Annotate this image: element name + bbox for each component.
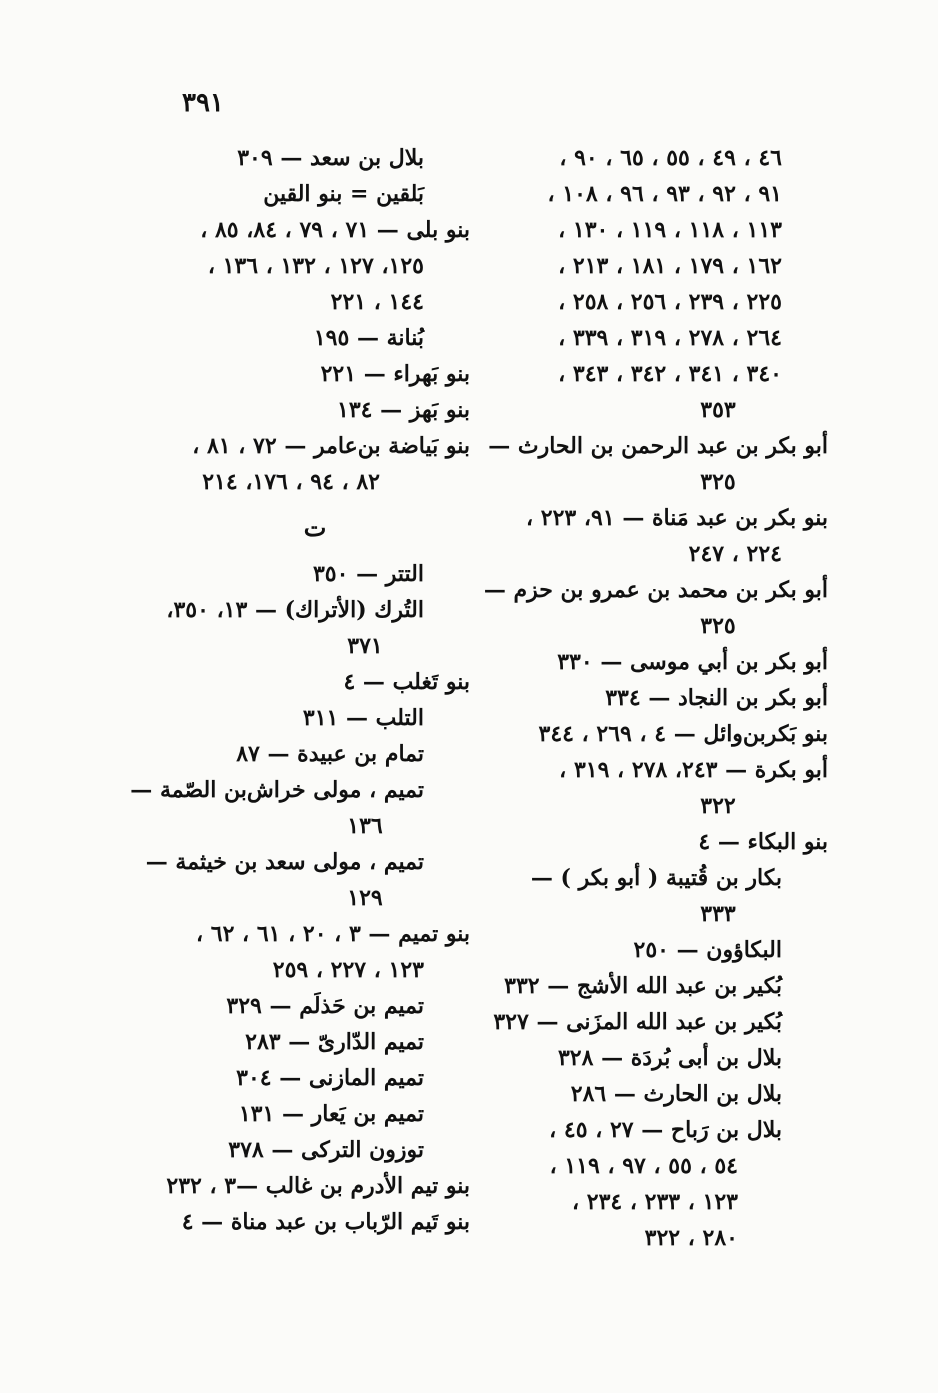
index-entry: تميم المازنى — ٣٠٤ [236, 1065, 424, 1091]
index-entry: بنو بَياضة بن‌عامر — ٧٢ ، ٨١ ، [192, 433, 470, 459]
index-line: ٣٢٥ [700, 613, 736, 639]
index-entry: بنو بلى — ٧١ ، ٧٩ ، ٨٤، ٨٥ ، [200, 217, 470, 243]
index-entry: البكاؤون — ٢٥٠ [633, 937, 782, 963]
index-line: ١٤٤ ، ٢٢١ [330, 289, 424, 315]
index-entry: التتر — ٣٥٠ [312, 561, 424, 587]
index-line: ٣٢٥ [700, 469, 736, 495]
index-entry: تميم بن يَعار — ١٣١ [238, 1101, 424, 1127]
index-line: ٩١ ، ٩٢ ، ٩٣ ، ٩٦ ، ١٠٨ ، [547, 181, 782, 207]
index-line: ٢٢٥ ، ٢٣٩ ، ٢٥٦ ، ٢٥٨ ، [558, 289, 782, 315]
index-line: ٣٢٢ [700, 793, 736, 819]
index-line: ٣٥٣ [700, 397, 736, 423]
page-number: ٣٩١ [182, 88, 224, 118]
index-line: ١٢٩ [347, 885, 383, 911]
index-line: ٣٤٠ ، ٣٤١ ، ٣٤٢ ، ٣٤٣ ، [558, 361, 782, 387]
index-entry: بنو تَيم الرّباب بن عبد مناة — ٤ [181, 1209, 470, 1235]
index-entry: تميم بن حَذلَم — ٣٢٩ [226, 993, 424, 1019]
index-line: ١٢٥، ١٢٧ ، ١٣٢ ، ١٣٦ ، [207, 253, 424, 279]
index-entry: بلال بن رَباح — ٢٧ ، ٤٥ ، [549, 1117, 782, 1143]
index-entry: تميم ، مولى خراش‌بن الصّمة — [130, 777, 424, 803]
index-entry: أبو بكر بن أبي موسى — ٣٣٠ [557, 649, 828, 675]
index-line: ٢٢٤ ، ٢٤٧ [688, 541, 782, 567]
index-entry: بنو تميم — ٣ ، ٢٠ ، ٦١ ، ٦٢ ، [195, 921, 470, 947]
index-entry: أبو بكر بن النجاد — ٣٣٤ [605, 685, 828, 711]
index-entry: بنو تَغلب — ٤ [343, 669, 470, 695]
index-entry: بلال بن سعد — ٣٠٩ [237, 145, 424, 171]
index-line: ١٢٣ ، ٢٢٧ ، ٢٥٩ [272, 957, 424, 983]
index-entry: بنو بَهراء — ٢٢١ [320, 361, 470, 387]
index-entry: بنو بَهز — ١٣٤ [337, 397, 470, 423]
index-entry: تميم ، مولى سعد بن خيثمة — [145, 849, 424, 875]
index-line: ١١٣ ، ١١٨ ، ١١٩ ، ١٣٠ ، [558, 217, 782, 243]
index-entry: تمام بن عبيدة — ٨٧ [236, 741, 424, 767]
index-entry: بُكير بن عبد الله الأشج — ٣٣٢ [504, 973, 782, 999]
index-entry: بُنانة — ١٩٥ [313, 325, 424, 351]
index-column-left [130, 140, 470, 1240]
index-entry: بنو البكاء — ٤ [698, 829, 828, 855]
index-entry: بلال بن أبى بُردَة — ٣٢٨ [557, 1045, 782, 1071]
index-line: ١٦٢ ، ١٧٩ ، ١٨١ ، ٢١٣ ، [558, 253, 782, 279]
index-entry: بنو بَكربن‌وائل — ٤ ، ٢٦٩ ، ٣٤٤ [538, 721, 828, 747]
index-entry: توزون التركى — ٣٧٨ [228, 1137, 424, 1163]
section-letter-heading: ت [303, 513, 327, 542]
index-line: ٥٤ ، ٥٥ ، ٩٧ ، ١١٩ ، [549, 1153, 738, 1179]
index-line: ٣٧١ [347, 633, 383, 659]
index-line: ١٣٦ [347, 813, 383, 839]
index-line: ١٢٣ ، ٢٣٣ ، ٢٣٤ ، [572, 1189, 738, 1215]
index-entry: أبو بكرة — ٢٤٣، ٢٧٨ ، ٣١٩ ، [559, 757, 828, 783]
index-entry: أبو بكر بن محمد بن عمرو بن حزم — [483, 577, 828, 603]
index-entry: التُرك (الأتراك) — ١٣، ٣٥٠، [166, 597, 424, 623]
index-entry: بُكير بن عبد الله المزَنى — ٣٢٧ [493, 1009, 782, 1035]
index-line: ٣٣٣ [700, 901, 736, 927]
index-entry: بَلقين = بنو القين [263, 181, 424, 207]
index-line: ٢٨٠ ، ٣٢٢ [644, 1225, 738, 1251]
index-entry: بنو تيم الأدرم بن غالب —٣ ، ٢٣٢ [166, 1173, 470, 1199]
index-entry: أبو بكر بن عبد الرحمن بن الحارث — [488, 433, 828, 459]
index-line: ٢٦٤ ، ٢٧٨ ، ٣١٩ ، ٣٣٩ ، [558, 325, 782, 351]
index-entry: بنو بكر بن عبد مَناة — ٩١، ٢٢٣ ، [526, 505, 828, 531]
index-line: ٨٢ ، ٩٤ ، ١٧٦، ٢١٤ [202, 469, 380, 495]
index-entry: بكار بن قُتيبة ( أبو بكر ) — [530, 865, 782, 891]
index-entry: بلال بن الحارث — ٢٨٦ [570, 1081, 782, 1107]
index-entry: تميم الدّارىّ — ٢٨٣ [245, 1029, 424, 1055]
index-column-right [483, 140, 828, 1256]
index-entry: التلب — ٣١١ [302, 705, 424, 731]
index-line: ٤٦ ، ٤٩ ، ٥٥ ، ٦٥ ، ٩٠ ، [559, 145, 782, 171]
